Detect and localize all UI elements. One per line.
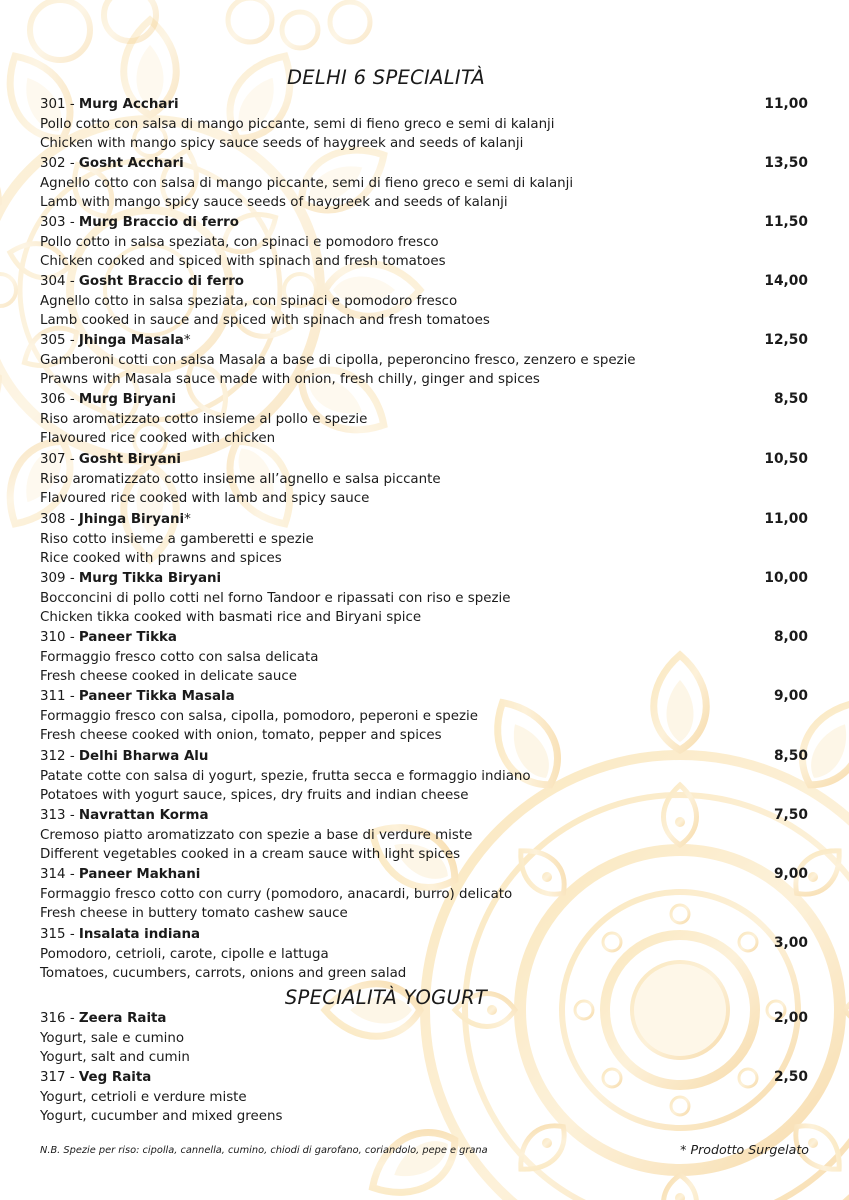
item-name: Veg Raita: [78, 1070, 152, 1085]
item-price: 13,50: [764, 155, 808, 171]
item-description-en: Chicken with mango spicy sauce seeds of haygreek and seeds of kalanji: [40, 136, 524, 152]
item-number: 316: [40, 1011, 66, 1026]
menu-item-313: 313 - Navrattan Korma Cremoso piatto aromatizzato con spezie a base di verdure miste Different vegetables cooked in a cream sauce with light spices 7,50: [40, 806, 810, 865]
item-name: Paneer Tikka Masala: [78, 689, 235, 704]
item-price: 11,00: [764, 96, 808, 112]
item-name: Delhi Bharwa Alu: [78, 749, 209, 764]
item-description-en: Fresh cheese cooked with onion, tomato, pepper and spices: [40, 728, 442, 744]
menu-item-317: 317 - Veg Raita Yogurt, cetrioli e verdure miste Yogurt, cucumber and mixed greens 2,50: [40, 1068, 810, 1127]
item-number: 314: [40, 867, 66, 882]
item-number: 317: [40, 1070, 66, 1085]
item-price: 9,00: [773, 688, 808, 704]
item-description-it: Patate cotte con salsa di yogurt, spezie, frutta secca e formaggio indiano: [40, 768, 531, 784]
item-number: 309: [40, 571, 66, 586]
item-price: 11,00: [764, 511, 808, 527]
menu-item-304: 304 - Gosht Braccio di ferro Agnello cotto in salsa speziata, con spinaci e pomodoro fresco Lamb cooked in sauce and spiced with spinach and fresh tomatoes 14,00: [40, 272, 810, 331]
item-name: Paneer Makhani: [78, 867, 201, 882]
item-number: 307: [40, 452, 66, 467]
item-number: 311: [40, 689, 66, 704]
item-price: 8,50: [773, 748, 808, 764]
menu-item-309: 309 - Murg Tikka Biryani Bocconcini di pollo cotti nel forno Tandoor e ripassati con riso e spezie Chicken tikka cooked with basmati rice and Biryani spice 10,00: [40, 569, 810, 628]
item-name: Jhinga Biryani: [78, 512, 185, 527]
item-description-it: Pollo cotto in salsa speziata, con spinaci e pomodoro fresco: [40, 234, 439, 250]
menu-item-303: 303 - Murg Braccio di ferro Pollo cotto in salsa speziata, con spinaci e pomodoro fresco Chicken cooked and spiced with spinach and fresh tomatoes 11,50: [40, 213, 810, 272]
frozen-marker: *: [183, 333, 191, 348]
section-title-yogurt: SPECIALITÀ YOGURT: [284, 986, 488, 1009]
item-number: 312: [40, 749, 66, 764]
item-name: Navrattan Korma: [78, 808, 209, 823]
item-price: 3,00: [773, 935, 808, 951]
item-name: Gosht Braccio di ferro: [78, 274, 245, 289]
menu-item-308: 308 - Jhinga Biryani* Riso cotto insieme a gamberetti e spezie Rice cooked with prawns and spices 11,00: [40, 510, 810, 569]
item-price: 8,50: [773, 391, 808, 407]
item-description-it: Formaggio fresco cotto con salsa delicata: [40, 649, 319, 665]
item-description-en: Rice cooked with prawns and spices: [40, 551, 282, 567]
menu-item-306: 306 - Murg Biryani Riso aromatizzato cotto insieme al pollo e spezie Flavoured rice cooked with chicken 8,50: [40, 390, 810, 449]
item-price: 10,00: [764, 570, 808, 586]
item-description-it: Yogurt, sale e cumino: [40, 1030, 185, 1046]
frozen-marker: *: [184, 512, 191, 527]
item-description-it: Riso cotto insieme a gamberetti e spezie: [40, 531, 314, 547]
item-description-it: Pollo cotto con salsa di mango piccante, semi di fieno greco e semi di kalanji: [40, 116, 555, 132]
item-description-it: Bocconcini di pollo cotti nel forno Tandoor e ripassati con riso e spezie: [40, 590, 511, 606]
item-number: 301: [40, 97, 66, 112]
item-price: 14,00: [764, 273, 808, 289]
menu-item-312: 312 - Delhi Bharwa Alu Patate cotte con salsa di yogurt, spezie, frutta secca e formaggio indiano Potatoes with yogurt sauce, spices, dry fruits and indian cheese 8,50: [40, 747, 810, 806]
rice-spices-footnote: N.B. Spezie per riso: cipolla, cannella, cumino, chiodi di garofano, coriandolo, pepe e grana: [40, 1145, 488, 1156]
item-number: 306: [40, 392, 66, 407]
menu-item-310: 310 - Paneer Tikka Formaggio fresco cotto con salsa delicata Fresh cheese cooked in delicate sauce 8,00: [40, 628, 810, 687]
item-price: 7,50: [773, 807, 808, 823]
item-description-en: Flavoured rice cooked with chicken: [40, 431, 276, 447]
item-number: 303: [40, 215, 66, 230]
item-name: Gosht Biryani: [78, 452, 181, 467]
menu-item-305: 305 - Jhinga Masala* Gamberoni cotti con salsa Masala a base di cipolla, peperoncino fresco, zenzero e spezie Prawns with Masala sauce made with onion, fresh chilly, ginger and spices 12,50: [40, 331, 810, 390]
item-description-en: Potatoes with yogurt sauce, spices, dry fruits and indian cheese: [40, 788, 469, 804]
item-number: 308: [40, 512, 66, 527]
item-name: Insalata indiana: [78, 927, 201, 942]
item-price: 12,50: [764, 332, 808, 348]
item-description-it: Riso aromatizzato cotto insieme all’agnello e salsa piccante: [40, 471, 441, 487]
item-description-it: Agnello cotto con salsa di mango piccante, semi di fieno greco e semi di kalanji: [40, 175, 574, 191]
item-name: Murg Biryani: [78, 392, 176, 407]
item-description-en: Tomatoes, cucumbers, carrots, onions and green salad: [40, 966, 407, 982]
item-description-it: Agnello cotto in salsa speziata, con spinaci e pomodoro fresco: [40, 293, 458, 309]
item-description-it: Pomodoro, cetrioli, carote, cipolle e lattuga: [40, 946, 329, 962]
menu-item-315: 315 - Insalata indiana Pomodoro, cetrioli, carote, cipolle e lattuga Tomatoes, cucumbers, carrots, onions and green salad 3,00: [40, 925, 810, 984]
menu-item-301: 301 - Murg Acchari Pollo cotto con salsa di mango piccante, semi di fieno greco e semi di kalanji Chicken with mango spicy sauce seeds of haygreek and seeds of kalanji 11,00: [40, 95, 810, 154]
item-description-it: Riso aromatizzato cotto insieme al pollo e spezie: [40, 411, 368, 427]
item-number: 304: [40, 274, 66, 289]
menu-item-314: 314 - Paneer Makhani Formaggio fresco cotto con curry (pomodoro, anacardi, burro) delicato Fresh cheese in buttery tomato cashew sauce 9,00: [40, 865, 810, 924]
item-description-en: Fresh cheese cooked in delicate sauce: [40, 669, 297, 685]
item-description-en: Lamb with mango spicy sauce seeds of haygreek and seeds of kalanji: [40, 195, 508, 211]
item-description-en: Prawns with Masala sauce made with onion, fresh chilly, ginger and spices: [40, 372, 540, 388]
item-number: 302: [40, 156, 66, 171]
item-name: Zeera Raita: [78, 1011, 167, 1026]
item-description-en: Fresh cheese in buttery tomato cashew sauce: [40, 906, 348, 922]
frozen-product-note: * Prodotto Surgelato: [680, 1142, 809, 1157]
item-description-en: Chicken tikka cooked with basmati rice and Biryani spice: [40, 610, 422, 626]
item-description-it: Formaggio fresco con salsa, cipolla, pomodoro, peperoni e spezie: [40, 708, 478, 724]
item-description-en: Yogurt, cucumber and mixed greens: [40, 1109, 283, 1125]
item-description-en: Yogurt, salt and cumin: [40, 1050, 190, 1066]
item-description-en: Lamb cooked in sauce and spiced with spinach and fresh tomatoes: [40, 313, 490, 329]
item-name: Murg Acchari: [78, 97, 179, 112]
item-price: 9,00: [773, 866, 808, 882]
menu-item-316: 316 - Zeera Raita Yogurt, sale e cumino Yogurt, salt and cumin 2,00: [40, 1009, 810, 1068]
menu-item-302: 302 - Gosht Acchari Agnello cotto con salsa di mango piccante, semi di fieno greco e semi di kalanji Lamb with mango spicy sauce seeds of haygreek and seeds of kalanji 13,50: [40, 154, 810, 213]
item-price: 2,50: [773, 1069, 808, 1085]
item-name: Murg Tikka Biryani: [78, 571, 222, 586]
menu-item-307: 307 - Gosht Biryani Riso aromatizzato cotto insieme all’agnello e salsa piccante Flavoured rice cooked with lamb and spicy sauce 10,50: [40, 450, 810, 509]
menu-item-311: 311 - Paneer Tikka Masala Formaggio fresco con salsa, cipolla, pomodoro, peperoni e spezie Fresh cheese cooked with onion, tomato, pepper and spices 9,00: [40, 687, 810, 746]
item-number: 315: [40, 927, 66, 942]
item-price: 10,50: [764, 451, 808, 467]
item-name: Paneer Tikka: [78, 630, 177, 645]
item-number: 310: [40, 630, 66, 645]
section-title-delhi-6: DELHI 6 SPECIALITÀ: [286, 66, 486, 89]
item-name: Jhinga Masala: [78, 333, 184, 348]
item-price: 2,00: [773, 1010, 808, 1026]
item-price: 11,50: [764, 214, 808, 230]
item-name: Gosht Acchari: [78, 156, 184, 171]
item-description-it: Yogurt, cetrioli e verdure miste: [40, 1089, 247, 1105]
item-description-en: Flavoured rice cooked with lamb and spicy sauce: [40, 491, 370, 507]
item-number: 313: [40, 808, 66, 823]
item-number: 305: [40, 333, 66, 348]
item-description-en: Different vegetables cooked in a cream sauce with light spices: [40, 847, 461, 863]
item-name: Murg Braccio di ferro: [78, 215, 239, 230]
item-price: 8,00: [773, 629, 808, 645]
item-description-en: Chicken cooked and spiced with spinach and fresh tomatoes: [40, 254, 446, 270]
item-description-it: Formaggio fresco cotto con curry (pomodoro, anacardi, burro) delicato: [40, 886, 513, 902]
item-description-it: Gamberoni cotti con salsa Masala a base di cipolla, peperoncino fresco, zenzero e spezie: [40, 352, 636, 368]
item-description-it: Cremoso piatto aromatizzato con spezie a base di verdure miste: [40, 827, 473, 843]
